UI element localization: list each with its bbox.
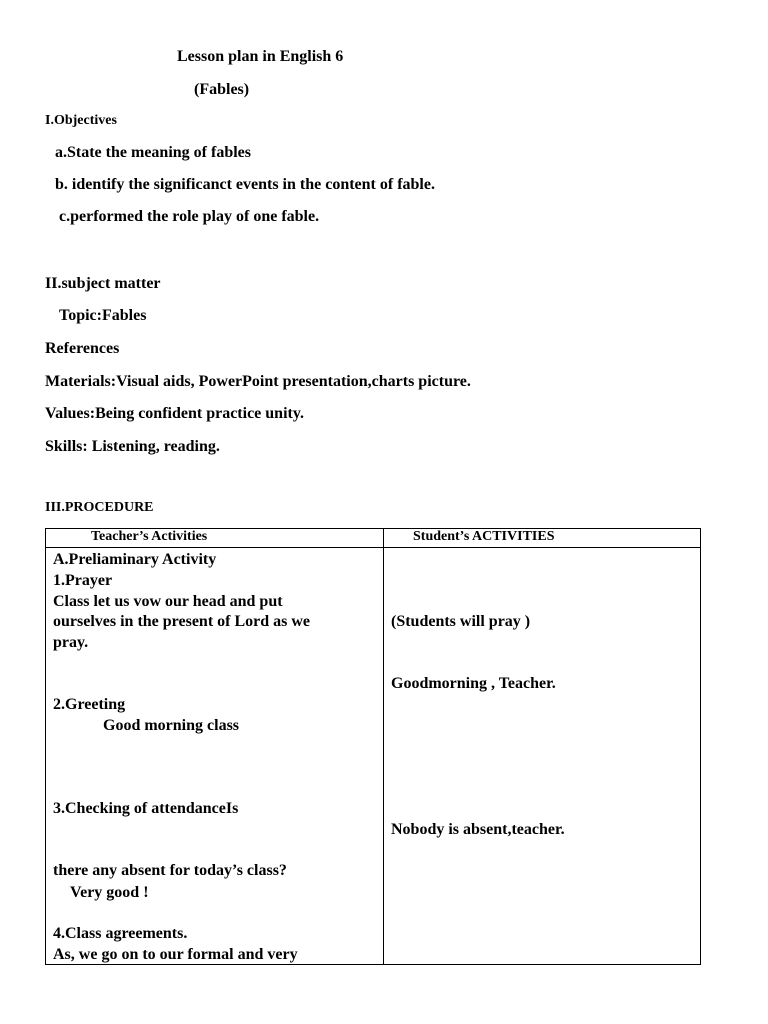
objective-item-b: b. identify the significanct events in the content of fable. — [55, 176, 435, 193]
teacher-line: Very good ! — [70, 884, 149, 901]
topic-line: Topic:Fables — [59, 307, 147, 324]
teacher-line: Class let us vow our head and put — [53, 593, 283, 610]
teacher-line: As, we go on to our formal and very — [53, 946, 298, 963]
values-line: Values:Being confident practice unity. — [45, 405, 304, 422]
lesson-title: Lesson plan in English 6 — [177, 48, 344, 65]
student-line: (Students will pray ) — [391, 613, 531, 630]
teacher-line: 4.Class agreements. — [53, 925, 188, 942]
teacher-line: there any absent for today’s class? — [53, 862, 287, 879]
procedure-table — [45, 528, 701, 965]
objective-item-a: a.State the meaning of fables — [55, 144, 251, 161]
teacher-line: 3.Checking of attendanceIs — [53, 800, 239, 817]
teacher-line: A.Preliaminary Activity — [53, 551, 217, 568]
objective-item-c: c.performed the role play of one fable. — [59, 208, 320, 225]
procedure-table-header — [46, 529, 701, 548]
student-line: Goodmorning , Teacher. — [391, 675, 556, 692]
subject-matter-heading: II.subject matter — [45, 275, 161, 292]
procedure-table-row — [46, 548, 701, 965]
teacher-line: ourselves in the present of Lord as we — [53, 613, 311, 630]
teacher-line: 2.Greeting — [53, 696, 126, 713]
student-line: Nobody is absent,teacher. — [391, 821, 565, 838]
teacher-line: Good morning class — [103, 717, 240, 734]
teacher-activities-cell — [46, 548, 384, 965]
teacher-column-header — [46, 529, 384, 548]
student-column-header — [384, 529, 701, 548]
skills-line: Skills: Listening, reading. — [45, 438, 220, 455]
procedure-heading: III.PROCEDURE — [45, 500, 154, 515]
teacher-line: pray. — [53, 634, 89, 651]
materials-line: Materials:Visual aids, PowerPoint presentation,charts picture. — [45, 373, 471, 390]
references-line: References — [45, 340, 120, 357]
student-activities-cell — [384, 548, 701, 965]
student-column-label: Student’s ACTIVITIES — [413, 529, 555, 544]
lesson-subtitle: (Fables) — [194, 81, 250, 98]
teacher-line: 1.Prayer — [53, 572, 113, 589]
teacher-column-label: Teacher’s Activities — [91, 529, 208, 544]
objectives-heading: I.Objectives — [45, 113, 117, 128]
